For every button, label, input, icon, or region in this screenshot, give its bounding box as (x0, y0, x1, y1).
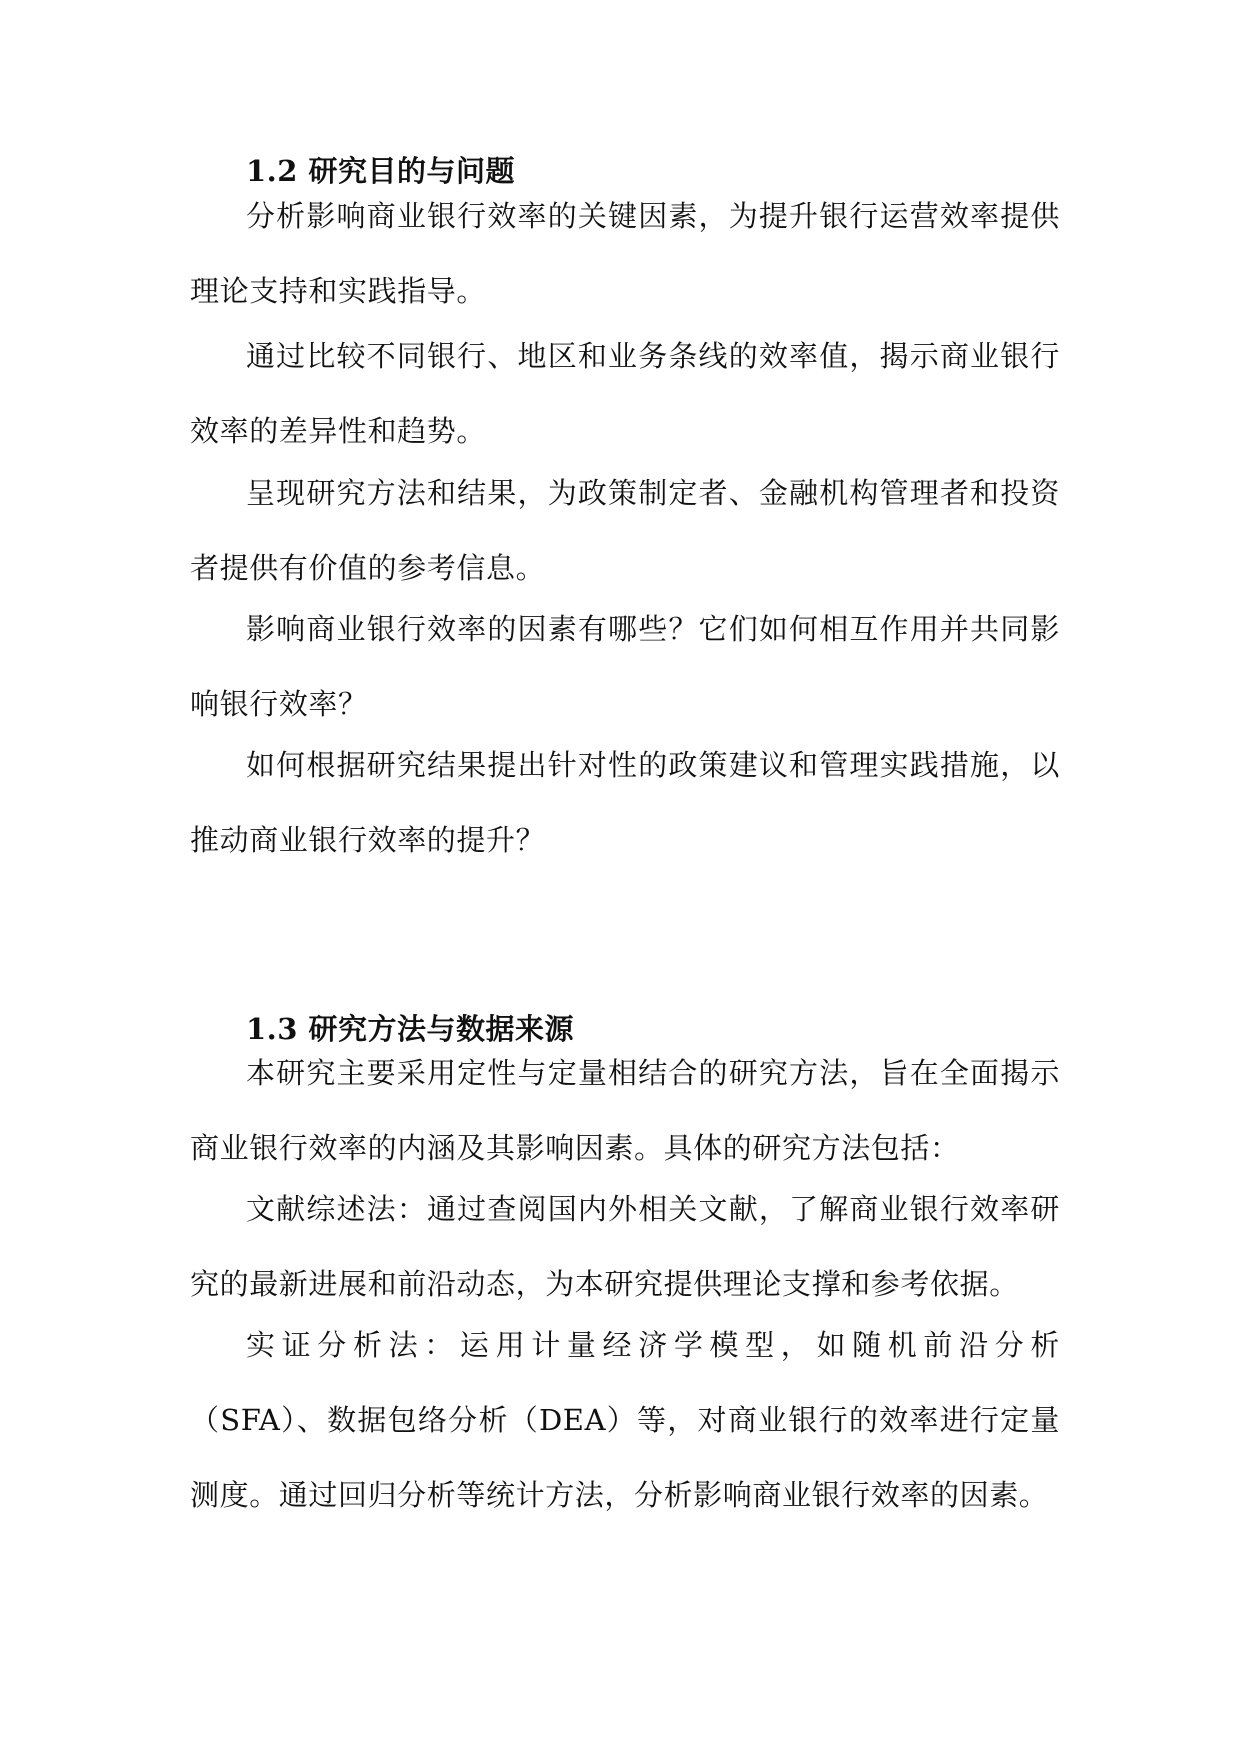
section-heading-1-2: 1.2 研究目的与问题 (246, 154, 516, 188)
paragraph-research-purpose-3: 呈现研究方法和结果，为政策制定者、金融机构管理者和投资者提供有价值的参考信息。 (190, 476, 1060, 585)
paragraph-literature-review: 文献综述法：通过查阅国内外相关文献，了解商业银行效率研究的最新进展和前沿动态，为本研究提供理论支撑和参考依据。 (190, 1192, 1060, 1301)
paragraph-research-question-1: 影响商业银行效率的因素有哪些？它们如何相互作用并共同影响银行效率？ (190, 612, 1060, 721)
paragraph-research-purpose-1: 分析影响商业银行效率的关键因素，为提升银行运营效率提供理论支持和实践指导。 (190, 199, 1060, 308)
paragraph-research-purpose-2: 通过比较不同银行、地区和业务条线的效率值，揭示商业银行效率的差异性和趋势。 (190, 339, 1060, 448)
paragraph-methods-intro: 本研究主要采用定性与定量相结合的研究方法，旨在全面揭示商业银行效率的内涵及其影响因素。具体的研究方法包括： (190, 1056, 1060, 1165)
paragraph-research-question-2: 如何根据研究结果提出针对性的政策建议和管理实践措施，以推动商业银行效率的提升？ (190, 748, 1060, 857)
section-heading-1-3: 1.3 研究方法与数据来源 (246, 1012, 575, 1046)
paragraph-empirical-analysis: 实证分析法：运用计量经济学模型，如随机前沿分析（SFA）、数据包络分析（DEA）等，对商业银行的效率进行定量测度。通过回归分析等统计方法，分析影响商业银行效率的因素。 (190, 1328, 1060, 1512)
